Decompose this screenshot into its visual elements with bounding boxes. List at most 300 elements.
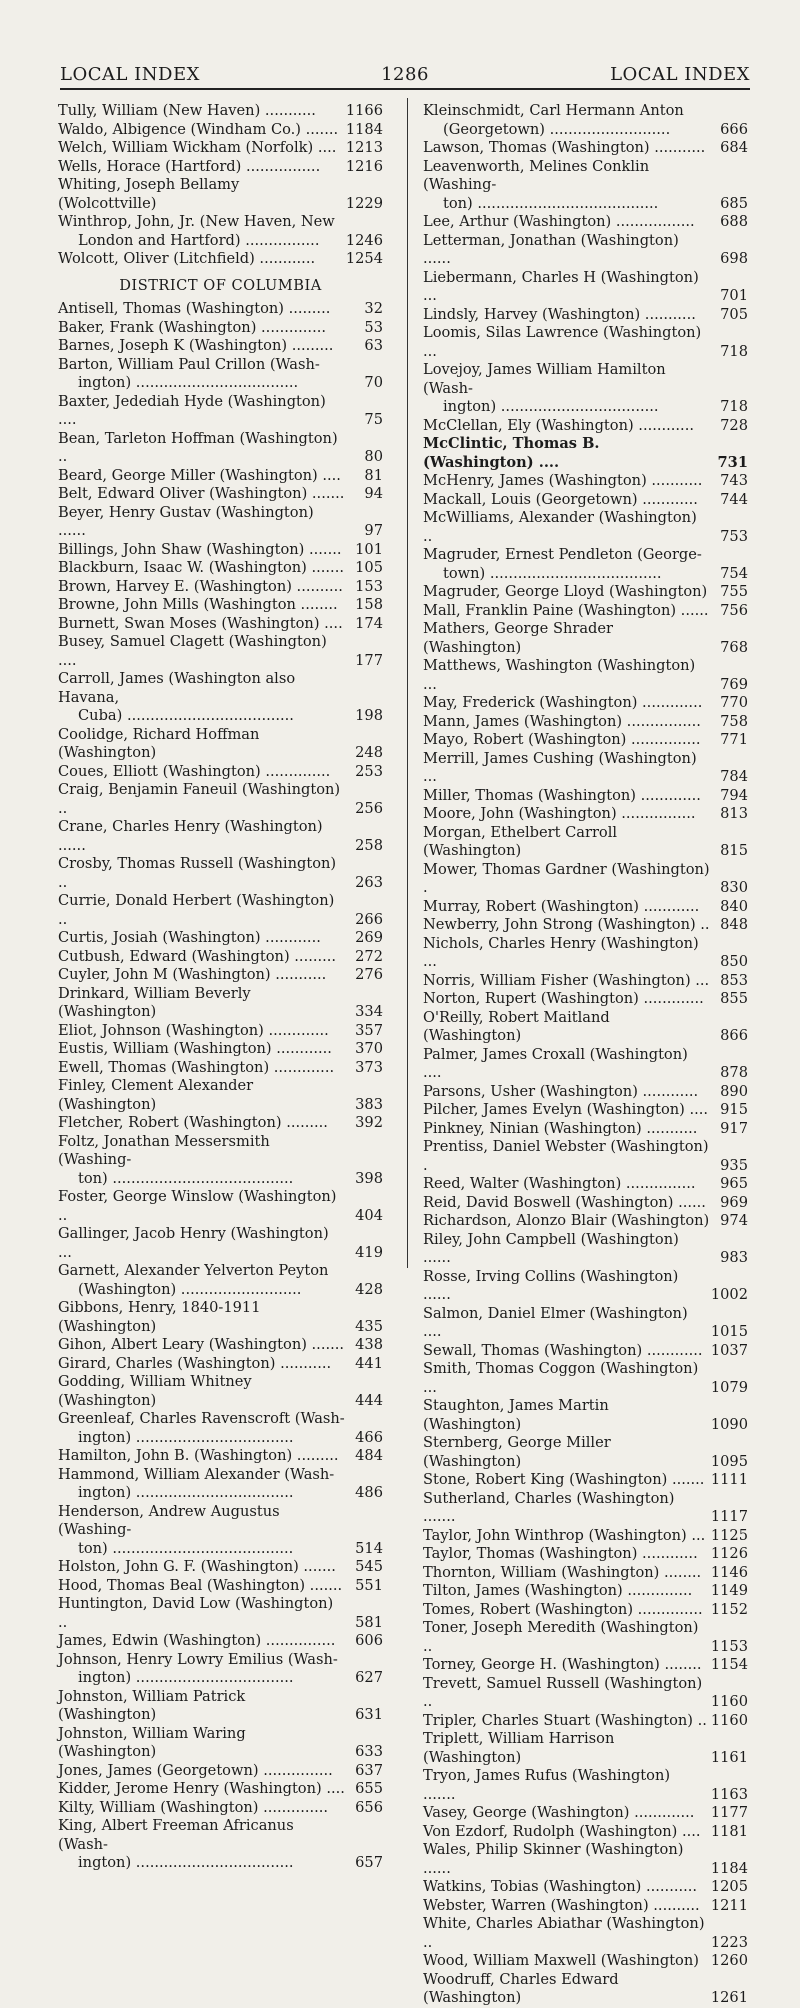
index-entry <box>423 1527 748 1546</box>
entry-name: Eliot, Johnson (Washington) ............. <box>58 1021 329 1039</box>
entry-name: (Washington) .......................... <box>78 1280 302 1298</box>
entry-name: Wood, William Maxwell (Washington) <box>423 1952 699 1969</box>
entry-name: Waldo, Albigence (Windham Co.) ....... <box>58 120 339 138</box>
entry-page: 890 <box>720 1082 748 1100</box>
entry-name: Baker, Frank (Washington) .............. <box>58 318 326 336</box>
entry-name: Rosse, Irving Collins (Washington) ...... <box>423 1267 679 1303</box>
entry-name: Mann, James (Washington) ................ <box>423 712 701 730</box>
index-entry <box>58 1854 383 1873</box>
index-entry <box>58 1170 383 1189</box>
index-entry <box>423 1138 748 1175</box>
entry-page: 1177 <box>710 1804 748 1821</box>
entry-page: 398 <box>355 1169 383 1187</box>
index-entry <box>58 1225 383 1262</box>
index-entry <box>58 121 383 140</box>
index-entry <box>58 1077 383 1114</box>
entry-page: 545 <box>355 1558 383 1575</box>
index-entry <box>423 1952 748 1971</box>
entry-page: 419 <box>355 1243 383 1261</box>
index-entry <box>423 195 748 214</box>
entry-page: 606 <box>355 1632 383 1649</box>
index-entry <box>423 158 748 195</box>
index-entry <box>423 1268 748 1305</box>
entry-name: Garnett, Alexander Yelverton Peyton <box>58 1262 329 1279</box>
entry-page: 441 <box>355 1354 383 1372</box>
entry-name: Barton, William Paul Crillon (Wash- <box>58 355 320 373</box>
entry-page: 656 <box>355 1798 383 1816</box>
entry-page: 698 <box>720 250 748 267</box>
index-entry <box>58 158 383 177</box>
entry-name: Smith, Thomas Coggon (Washington) ... <box>423 1360 699 1396</box>
index-entry <box>423 1175 748 1194</box>
entry-name: Parsons, Usher (Washington) ............ <box>423 1082 699 1100</box>
index-entry <box>423 1397 748 1434</box>
entry-name: Salmon, Daniel Elmer (Washington) .... <box>423 1304 688 1340</box>
header-left-title: LOCAL INDEX <box>60 64 200 85</box>
connecticut-entries <box>58 102 383 269</box>
index-entry <box>423 713 748 732</box>
entry-name: Mower, Thomas Gardner (Washington) . <box>423 860 710 896</box>
entry-name: Miller, Thomas (Washington) ............. <box>423 786 701 804</box>
entry-name: (Georgetown) .......................... <box>443 120 671 138</box>
index-entry <box>58 1817 383 1854</box>
index-entry <box>58 213 383 232</box>
entry-page: 688 <box>720 213 748 230</box>
index-entry <box>58 1022 383 1041</box>
entry-page: 1260 <box>710 1952 748 1969</box>
index-entry <box>58 393 383 430</box>
index-entry <box>58 1780 383 1799</box>
index-entry <box>423 565 748 584</box>
entry-name: Carroll, James (Washington also Havana, <box>58 670 296 706</box>
entry-name: ington) .................................. <box>78 1484 294 1501</box>
entry-page: 770 <box>720 694 748 711</box>
entry-name: Tilton, James (Washington) .............. <box>423 1582 693 1599</box>
index-entry <box>423 1767 748 1804</box>
entry-page: 627 <box>355 1669 383 1686</box>
entry-page: 815 <box>720 842 748 859</box>
entry-page: 334 <box>355 1003 383 1020</box>
entry-page: 177 <box>355 651 383 669</box>
entry-name: Coolidge, Richard Hoffman (Washington) <box>58 725 260 761</box>
entry-name: Lee, Arthur (Washington) ................. <box>423 213 695 230</box>
entry-page: 1153 <box>710 1637 748 1655</box>
entry-page: 754 <box>720 564 748 582</box>
index-entry <box>58 1447 383 1466</box>
entry-name: Johnston, William Waring (Washington) <box>58 1724 246 1760</box>
entry-page: 1146 <box>710 1563 748 1581</box>
section-title: DISTRICT OF COLUMBIA <box>119 276 322 294</box>
entry-page: 1254 <box>345 250 383 267</box>
index-entry <box>58 1133 383 1170</box>
entry-name: Staughton, James Martin (Washington) <box>423 1397 609 1433</box>
index-entry <box>423 1601 748 1620</box>
index-entry <box>423 583 748 602</box>
index-entry <box>58 430 383 467</box>
index-entry <box>58 139 383 158</box>
index-entry <box>58 467 383 486</box>
entry-name: Reed, Walter (Washington) ............... <box>423 1175 696 1192</box>
entry-name: Huntington, David Low (Washington) .. <box>58 1595 334 1631</box>
entry-name: Antisell, Thomas (Washington) ......... <box>58 300 331 317</box>
dc-entries-left <box>58 300 383 1873</box>
entry-page: 266 <box>355 910 383 928</box>
entry-page: 830 <box>720 879 748 896</box>
entry-name: Nichols, Charles Henry (Washington) ... <box>423 934 699 970</box>
index-entry <box>423 1305 748 1342</box>
entry-name: Taylor, Thomas (Washington) ............ <box>423 1545 698 1562</box>
entry-name: Trevett, Samuel Russell (Washington) .. <box>423 1674 703 1710</box>
entry-page: 915 <box>720 1101 748 1118</box>
index-entry <box>58 1762 383 1781</box>
index-entry <box>58 504 383 541</box>
entry-page: 80 <box>364 448 383 465</box>
index-entry <box>58 1299 383 1336</box>
entry-page: 1126 <box>710 1545 748 1562</box>
entry-name: Johnson, Henry Lowry Emilius (Wash- <box>58 1650 338 1668</box>
entry-page: 438 <box>355 1336 383 1353</box>
entry-name: Hamilton, John B. (Washington) ......... <box>58 1447 339 1464</box>
entry-name: Sewall, Thomas (Washington) ............ <box>423 1341 703 1359</box>
entry-page: 444 <box>355 1391 383 1409</box>
entry-name: Godding, William Whitney (Washington) <box>58 1373 252 1409</box>
entry-page: 269 <box>355 929 383 946</box>
index-entry <box>423 1619 748 1656</box>
index-entry <box>58 633 383 670</box>
entry-name: Mayo, Robert (Washington) ............... <box>423 731 701 748</box>
entry-page: 1223 <box>710 1933 748 1951</box>
entry-name: Tryon, James Rufus (Washington) ....... <box>423 1767 671 1803</box>
index-entry <box>58 1632 383 1651</box>
entry-name: Girard, Charles (Washington) ........... <box>58 1354 332 1372</box>
entry-name: King, Albert Freeman Africanus (Wash- <box>58 1817 294 1853</box>
index-entry <box>58 726 383 763</box>
entry-name: Lovejoy, James William Hamilton (Wash- <box>423 361 666 397</box>
entry-name: Foster, George Winslow (Washington) .. <box>58 1188 337 1224</box>
entry-name: Wales, Philip Skinner (Washington) ...... <box>423 1841 684 1877</box>
index-entry <box>423 1582 748 1601</box>
entry-page: 1205 <box>710 1878 748 1895</box>
entry-page: 1152 <box>710 1600 748 1618</box>
index-entry <box>58 374 383 393</box>
entry-page: 794 <box>720 786 748 804</box>
column-divider <box>407 98 408 1268</box>
entry-name: Thornton, William (Washington) ........ <box>423 1563 702 1581</box>
entry-name: Gibbons, Henry, 1840-1911 (Washington) <box>58 1299 261 1335</box>
entry-page: 1117 <box>710 1508 748 1525</box>
entry-name: Tripler, Charles Stuart (Washington) .. <box>423 1711 707 1729</box>
index-entry <box>423 509 748 546</box>
dc-entries-right <box>423 102 748 2008</box>
entry-page: 105 <box>355 559 383 576</box>
entry-page: 743 <box>720 472 748 489</box>
index-entry <box>58 1540 383 1559</box>
entry-page: 969 <box>720 1193 748 1211</box>
entry-name: ington) .................................. <box>78 1428 294 1446</box>
index-entry <box>58 356 383 375</box>
index-entry <box>58 1595 383 1632</box>
index-entry <box>423 121 748 140</box>
entry-name: Von Ezdorf, Rudolph (Washington) .... <box>423 1822 701 1840</box>
entry-name: Matthews, Washington (Washington) ... <box>423 657 696 693</box>
entry-page: 784 <box>720 768 748 785</box>
entry-name: Reid, David Boswell (Washington) ...... <box>423 1193 706 1211</box>
index-entry <box>58 559 383 578</box>
right-column <box>423 102 748 2008</box>
index-entry <box>58 781 383 818</box>
entry-name: Mall, Franklin Paine (Washington) ...... <box>423 601 709 619</box>
entry-page: 666 <box>720 120 748 138</box>
entry-page: 974 <box>720 1212 748 1229</box>
entry-name: Kidder, Jerome Henry (Washington) .... <box>58 1780 345 1797</box>
left-column <box>58 102 383 1873</box>
index-entry <box>58 102 383 121</box>
entry-name: Belt, Edward Oliver (Washington) ....... <box>58 485 345 502</box>
entry-page: 158 <box>355 596 383 613</box>
index-entry <box>58 763 383 782</box>
entry-page: 466 <box>355 1428 383 1446</box>
entry-page: 840 <box>720 897 748 915</box>
entry-page: 75 <box>364 411 383 428</box>
entry-page: 1246 <box>345 231 383 249</box>
index-entry <box>423 1471 748 1490</box>
index-entry <box>423 1712 748 1731</box>
index-entry <box>423 1212 748 1231</box>
entry-name: Gallinger, Jacob Henry (Washington) ... <box>58 1225 329 1261</box>
entry-page: 276 <box>355 966 383 983</box>
entry-page: 701 <box>720 287 748 304</box>
entry-page: 637 <box>355 1761 383 1779</box>
index-entry <box>58 1503 383 1540</box>
entry-name: Kleinschmidt, Carl Hermann Anton <box>423 102 684 119</box>
entry-name: Pinkney, Ninian (Washington) ........... <box>423 1119 698 1137</box>
entry-page: 1161 <box>710 1748 748 1766</box>
entry-page: 1211 <box>710 1896 748 1914</box>
entry-name: Cutbush, Edward (Washington) ......... <box>58 947 337 965</box>
index-entry <box>58 1336 383 1355</box>
entry-page: 848 <box>720 916 748 933</box>
entry-page: 1229 <box>345 194 383 212</box>
entry-name: Tomes, Robert (Washington) .............. <box>423 1600 703 1618</box>
entry-name: Hood, Thomas Beal (Washington) ....... <box>58 1576 343 1594</box>
entry-name: Holston, John G. F. (Washington) ....... <box>58 1558 336 1575</box>
index-entry <box>423 306 748 325</box>
index-entry <box>58 1688 383 1725</box>
entry-page: 850 <box>720 953 748 970</box>
index-entry <box>58 929 383 948</box>
entry-name: Drinkard, William Beverly (Washington) <box>58 984 251 1020</box>
entry-name: Welch, William Wickham (Norfolk) .... <box>58 139 337 156</box>
entry-name: Leavenworth, Melines Conklin (Washing- <box>423 157 650 193</box>
entry-page: 256 <box>355 799 383 817</box>
entry-page: 484 <box>355 1447 383 1464</box>
index-entry <box>58 319 383 338</box>
entry-page: 965 <box>720 1175 748 1192</box>
index-entry <box>423 213 748 232</box>
index-entry <box>423 916 748 935</box>
index-entry <box>423 1490 748 1527</box>
index-entry <box>423 1101 748 1120</box>
entry-name: McClellan, Ely (Washington) ............ <box>423 416 694 434</box>
entry-name: Brown, Harvey E. (Washington) .......... <box>58 577 343 595</box>
index-entry <box>423 1231 748 1268</box>
entry-name: Norton, Rupert (Washington) ............. <box>423 990 704 1007</box>
index-entry <box>58 300 383 319</box>
index-entry <box>58 1799 383 1818</box>
entry-page: 1261 <box>710 1989 748 2006</box>
entry-page: 1079 <box>710 1378 748 1396</box>
index-entry <box>58 1281 383 1300</box>
entry-page: 1166 <box>345 102 383 119</box>
index-entry <box>58 1040 383 1059</box>
index-entry <box>58 337 383 356</box>
entry-name: Blackburn, Isaac W. (Washington) ....... <box>58 559 344 576</box>
index-entry <box>58 1410 383 1429</box>
entry-name: Hammond, William Alexander (Wash- <box>58 1465 335 1483</box>
entry-page: 1015 <box>710 1323 748 1340</box>
entry-name: Letterman, Jonathan (Washington) ...... <box>423 231 679 267</box>
index-entry <box>423 898 748 917</box>
index-entry <box>58 1558 383 1577</box>
entry-page: 917 <box>720 1119 748 1137</box>
index-entry <box>58 596 383 615</box>
entry-name: Busey, Samuel Clagett (Washington) .... <box>58 633 327 669</box>
entry-page: 657 <box>355 1854 383 1871</box>
index-entry <box>423 324 748 361</box>
index-entry <box>423 824 748 861</box>
entry-page: 853 <box>720 971 748 989</box>
entry-name: Browne, John Mills (Washington ........ <box>58 596 338 613</box>
entry-page: 383 <box>355 1095 383 1113</box>
entry-page: 731 <box>717 453 748 471</box>
entry-page: 1125 <box>710 1526 748 1544</box>
index-entry <box>58 1262 383 1281</box>
entry-name: Lawson, Thomas (Washington) ........... <box>423 139 706 156</box>
entry-page: 253 <box>355 762 383 780</box>
index-entry <box>58 232 383 251</box>
entry-page: 1002 <box>710 1286 748 1303</box>
entry-name: Foltz, Jonathan Messersmith (Washing- <box>58 1132 270 1168</box>
entry-name: Kilty, William (Washington) .............. <box>58 1798 329 1816</box>
index-entry <box>423 417 748 436</box>
entry-page: 258 <box>355 836 383 854</box>
entry-name: Baxter, Jedediah Hyde (Washington) .... <box>58 392 326 428</box>
entry-name: Tully, William (New Haven) ........... <box>58 102 316 119</box>
entry-name: Mathers, George Shrader (Washington) <box>423 620 613 656</box>
index-entry <box>423 1434 748 1471</box>
entry-page: 758 <box>720 712 748 730</box>
index-entry <box>423 694 748 713</box>
entry-name: Sutherland, Charles (Washington) ....... <box>423 1489 675 1525</box>
index-entry <box>423 1009 748 1046</box>
index-entry <box>58 1651 383 1670</box>
entry-name: Norris, William Fisher (Washington) ... <box>423 971 710 989</box>
entry-page: 755 <box>720 583 748 600</box>
index-entry <box>423 102 748 121</box>
entry-page: 153 <box>355 577 383 595</box>
entry-name: Riley, John Campbell (Washington) ...... <box>423 1230 679 1266</box>
index-entry <box>58 1466 383 1485</box>
entry-name: Craig, Benjamin Faneuil (Washington) .. <box>58 781 341 817</box>
index-entry <box>423 1915 748 1952</box>
entry-name: ington) .................................. <box>78 1854 294 1871</box>
index-entry <box>58 1577 383 1596</box>
entry-page: 685 <box>720 194 748 212</box>
entry-page: 655 <box>355 1780 383 1797</box>
entry-name: Ewell, Thomas (Washington) ............. <box>58 1058 335 1076</box>
entry-name: Johnston, William Patrick (Washington) <box>58 1687 246 1723</box>
index-entry <box>423 657 748 694</box>
index-entry <box>423 491 748 510</box>
entry-page: 855 <box>720 990 748 1007</box>
index-entry <box>423 472 748 491</box>
entry-page: 373 <box>355 1058 383 1076</box>
entry-page: 404 <box>355 1206 383 1224</box>
index-entry <box>58 1373 383 1410</box>
index-entry <box>58 1188 383 1225</box>
index-entry <box>58 1059 383 1078</box>
entry-page: 1149 <box>710 1582 748 1599</box>
entry-page: 1184 <box>345 120 383 138</box>
index-entry <box>423 990 748 1009</box>
index-entry <box>423 1342 748 1361</box>
entry-name: Billings, John Shaw (Washington) ....... <box>58 540 342 558</box>
entry-name: Lindsly, Harvey (Washington) ........... <box>423 305 696 323</box>
entry-name: Wells, Horace (Hartford) ................ <box>58 157 321 175</box>
index-entry <box>58 818 383 855</box>
entry-name: Palmer, James Croxall (Washington) .... <box>423 1045 688 1081</box>
index-entry <box>423 972 748 991</box>
entry-name: Sternberg, George Miller (Washington) <box>423 1434 611 1470</box>
index-entry <box>58 1429 383 1448</box>
running-header <box>60 64 750 90</box>
index-entry <box>58 948 383 967</box>
entry-name: Prentiss, Daniel Webster (Washington) . <box>423 1138 709 1174</box>
entry-page: 771 <box>720 731 748 748</box>
entry-name: Magruder, Ernest Pendleton (George- <box>423 546 702 563</box>
entry-name: McWilliams, Alexander (Washington) .. <box>423 509 697 545</box>
entry-name: Murray, Robert (Washington) ............ <box>423 897 700 915</box>
entry-page: 633 <box>355 1743 383 1760</box>
index-entry <box>423 1564 748 1583</box>
entry-page: 53 <box>364 318 383 336</box>
index-entry <box>58 1669 383 1688</box>
entry-name: Liebermann, Charles H (Washington) ... <box>423 268 699 304</box>
entry-name: Vasey, George (Washington) ............. <box>423 1804 695 1821</box>
page-number: 1286 <box>381 64 429 85</box>
entry-page: 551 <box>355 1576 383 1594</box>
entry-page: 1090 <box>710 1415 748 1433</box>
index-entry <box>423 435 748 472</box>
entry-name: Wolcott, Oliver (Litchfield) ............ <box>58 250 316 267</box>
index-entry <box>423 602 748 621</box>
index-entry <box>58 670 383 707</box>
entry-name: Cuyler, John M (Washington) ........... <box>58 966 327 983</box>
entry-page: 1181 <box>710 1822 748 1840</box>
entry-name: Fletcher, Robert (Washington) ......... <box>58 1114 328 1131</box>
entry-page: 728 <box>720 416 748 434</box>
entry-page: 101 <box>355 540 383 558</box>
entry-name: James, Edwin (Washington) ............... <box>58 1632 336 1649</box>
entry-name: Watkins, Tobias (Washington) ........... <box>423 1878 698 1895</box>
entry-page: 81 <box>364 466 383 484</box>
entry-page: 263 <box>355 873 383 891</box>
entry-name: Beyer, Henry Gustav (Washington) ...... <box>58 503 314 539</box>
entry-name: Newberry, John Strong (Washington) .. <box>423 916 710 933</box>
index-entry <box>423 1823 748 1842</box>
index-entry <box>423 232 748 269</box>
entry-page: 769 <box>720 675 748 693</box>
